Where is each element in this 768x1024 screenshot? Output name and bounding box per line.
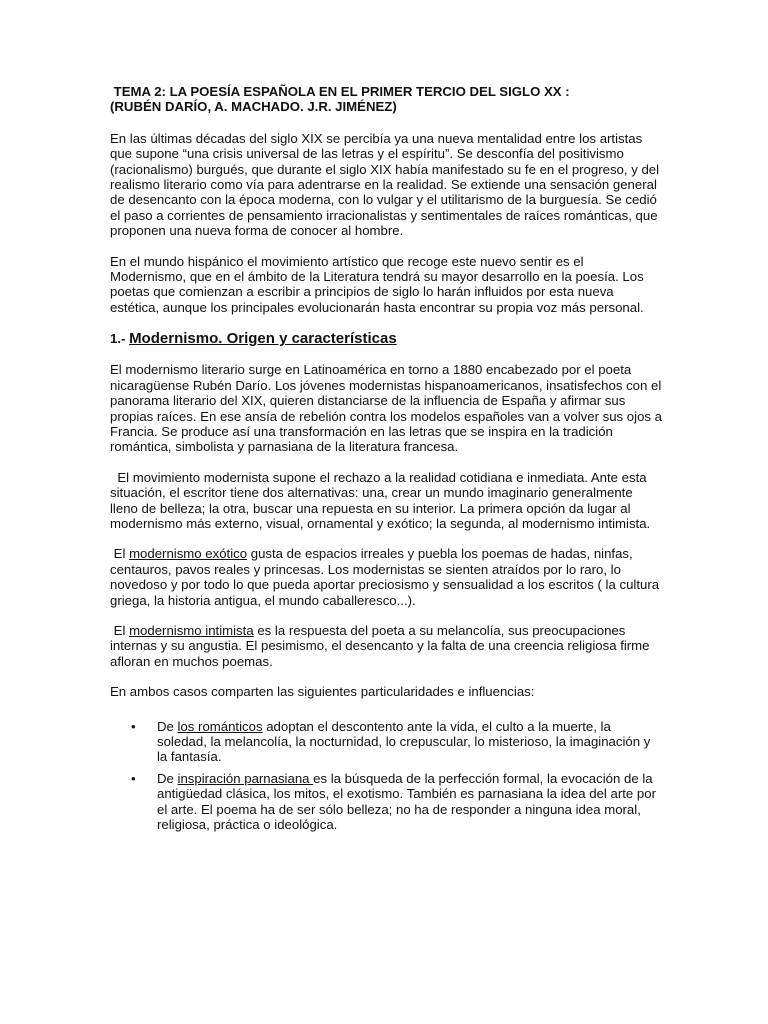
bullet-icon: • — [131, 770, 136, 786]
exotic-text: gusta de espacios irreales y puebla los poemas de hadas, ninfas, centauros, pavos reales y princesas. Los modernistas se sienten atraídos por lo raro, lo novedoso y por todo lo que pueda aportar preciosismo y sensualidad a los escritos ( la cultura griega, la historia antigua, el mundo caballeresco...). — [110, 546, 663, 608]
title-line-1: TEMA 2: LA POESÍA ESPAÑOLA EN EL PRIMER TERCIO DEL SIGLO XX : — [110, 84, 570, 99]
document-title — [110, 84, 662, 115]
intimist-term: modernismo intimista — [129, 622, 254, 638]
list-item — [110, 719, 662, 765]
intro-paragraph-2: En el mundo hispánico el movimiento artístico que recoge este nuevo sentir es el Modernismo, que en el ámbito de la Literatura tendrá su mayor desarrollo en la poesía. Los poetas que comienzan a escribir a principios de siglo lo harán influidos por esta nueva estética, aunque los principales evolucionarán hasta encontrar su propia voz más personal. — [110, 253, 644, 315]
traits-list — [110, 719, 662, 833]
section-number: 1.- — [110, 331, 126, 347]
intimist-pre: El — [110, 622, 130, 638]
bullet-pre: De — [157, 770, 178, 786]
exotic-pre: El — [110, 546, 130, 562]
bullet-text: es la búsqueda de la perfección formal, la evocación de la antigüedad clásica, los mitos, el exotismo. También es parnasiana la idea del arte por el arte. El poema ha de ser sólo belleza; no ha de responder a ninguna idea moral, religiosa, práctica o ideológica. — [157, 770, 656, 833]
bullet-icon: • — [131, 718, 136, 734]
bullet-term: los románticos — [177, 718, 263, 734]
document-body — [110, 84, 662, 838]
body-paragraph-origin: El modernismo literario surge en Latinoamérica en torno a 1880 encabezado por el poeta nicaragüense Rubén Darío. Los jóvenes modernistas hispanoamericanos, insatisfechos con el panorama literario del XIX, quieren distanciarse de la influencia de España y afirmar sus propias raíces. En ese ansía de rebelión contra los modelos españoles van a volver sus ojos a Francia. Se produce así una transformación en las letras que se inspira en la tradición romántica, simbolista y parnasiana de la literatura francesa. — [110, 362, 662, 455]
bullet-text: adoptan el descontento ante la vida, el culto a la muerte, la soledad, la melancolía, la nocturnidad, lo crepuscular, lo misterioso, la imaginación y la fantasía. — [157, 718, 651, 765]
bullet-term: inspiración parnasiana — [177, 770, 314, 786]
section-heading — [110, 330, 662, 348]
title-line-2: (RUBÉN DARÍO, A. MACHADO. J.R. JIMÉNEZ) — [110, 99, 397, 115]
intro-paragraph-1: En las últimas décadas del siglo XIX se percibía ya una nueva mentalidad entre los artistas que supone “una crisis universal de las letras y el espíritu”. Se desconfía del positivismo (racionalismo) burgués, que durante el siglo XIX había manifestado su fe en el progreso, y del realismo literario como vía para adentrarse en la realidad. Se extiende una sensación general de desencanto con la época moderna, con lo vulgar y el utilitarismo de la burguesía. Se cedió el paso a corrientes de pensamiento irracionalistas y sentimentales de raíces románticas, que proponen una nueva forma de conocer al hombre. — [110, 130, 660, 239]
intimist-text: es la respuesta del poeta a su melancolía, sus preocupaciones internas y su angustia. El pesimismo, el desencanto y la falta de una creencia religiosa firme afloran en muchos poemas. — [110, 622, 654, 669]
bullet-pre: De — [157, 718, 178, 734]
exotic-paragraph — [110, 546, 662, 608]
intimist-paragraph — [110, 623, 662, 669]
section-title: Modernismo. Origen y características — [129, 330, 397, 348]
shared-traits-intro: En ambos casos comparten las siguientes particularidades e influencias: — [110, 684, 535, 700]
list-item — [110, 771, 662, 833]
body-paragraph-movement: El movimiento modernista supone el rechazo a la realidad cotidiana e inmediata. Ante esta situación, el escritor tiene dos alternativas: una, crear un mundo imaginario generalmente lleno de belleza; la otra, buscar una repuesta en su interior. La primera opción da lugar al modernismo más externo, visual, ornamental y exótico; la segunda, al modernismo intimista. — [110, 469, 651, 531]
exotic-term: modernismo exótico — [129, 546, 248, 562]
